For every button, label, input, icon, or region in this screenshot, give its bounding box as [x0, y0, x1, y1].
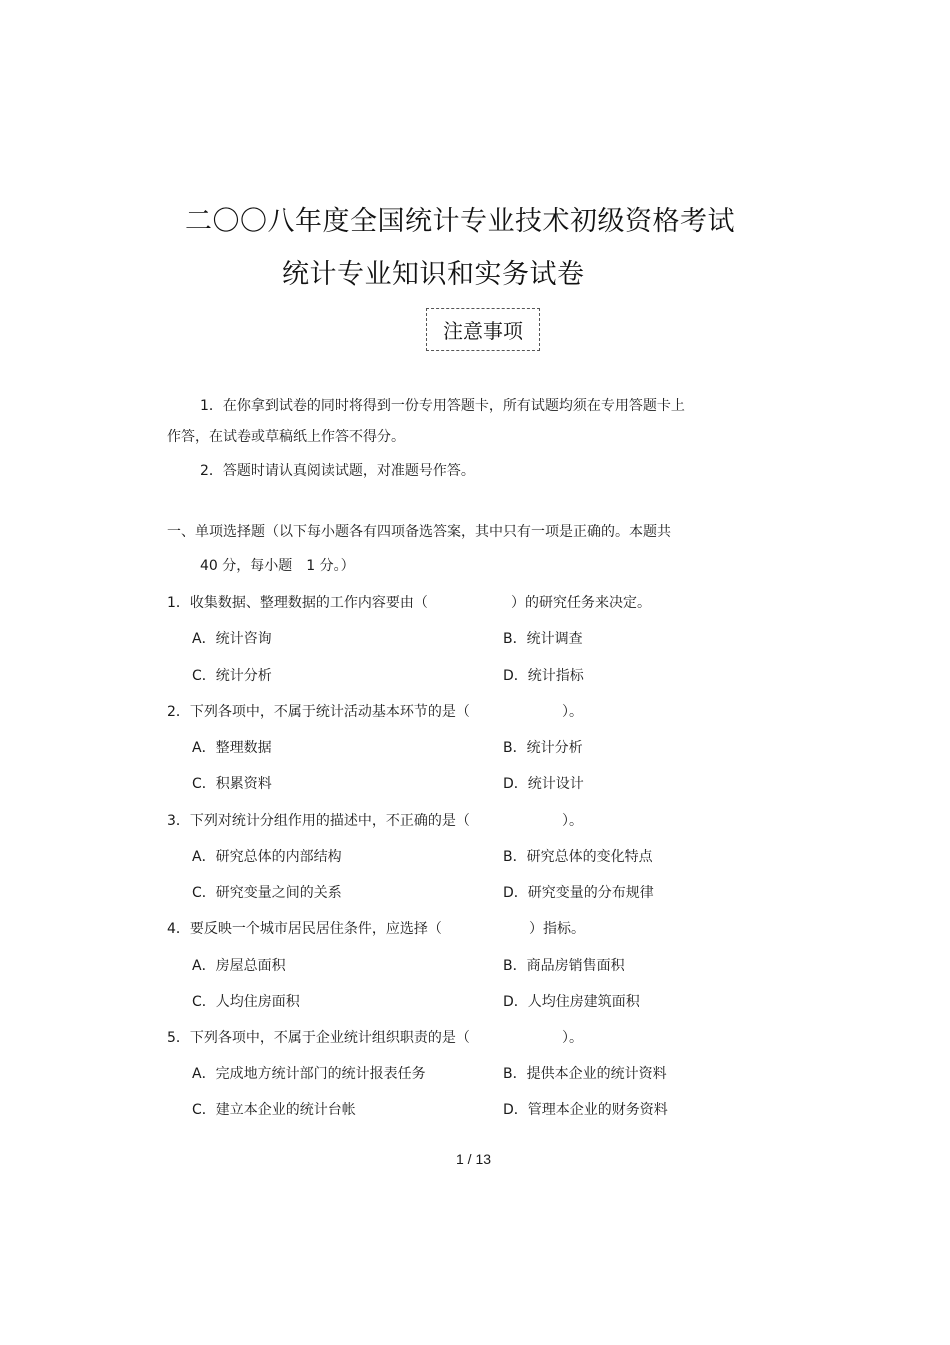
exam-title-line1: 二〇〇八年度全国统计专业技术初级资格考试 [185, 206, 735, 237]
question-4-option-c: C．人均住房面积 [192, 994, 300, 1010]
question-5-option-c: C．建立本企业的统计台帐 [192, 1102, 356, 1118]
question-2-stem-start: 2．下列各项中，不属于统计活动基本环节的是（ [167, 704, 470, 720]
question-2-option-d: D．统计设计 [503, 776, 584, 792]
question-4-option-b: B．商品房销售面积 [503, 958, 625, 974]
question-1-option-d: D．统计指标 [503, 668, 584, 684]
question-1-option-c: C．统计分析 [192, 668, 272, 684]
question-5-stem-end: ）。 [562, 1030, 583, 1046]
question-3-option-c: C．研究变量之间的关系 [192, 885, 342, 901]
notice-item-1-cont: 作答，在试卷或草稿纸上作答不得分。 [167, 429, 405, 445]
question-4-option-a: A．房屋总面积 [192, 958, 286, 974]
question-3-option-d: D．研究变量的分布规律 [503, 885, 654, 901]
notice-item-1: 1．在你拿到试卷的同时将得到一份专用答题卡，所有试题均须在专用答题卡上 [200, 398, 685, 414]
question-4-stem-end: ）指标。 [529, 921, 585, 937]
question-2-option-c: C．积累资料 [192, 776, 272, 792]
page-number: 1 / 13 [456, 1151, 492, 1167]
question-3-stem-end: ）。 [562, 813, 583, 829]
question-5-option-d: D．管理本企业的财务资料 [503, 1102, 668, 1118]
question-1-stem-start: 1．收集数据、整理数据的工作内容要由（ [167, 595, 428, 611]
section-heading: 一、单项选择题（以下每小题各有四项备选答案，其中只有一项是正确的。本题共 [167, 524, 671, 540]
question-3-option-a: A．研究总体的内部结构 [192, 849, 342, 865]
question-1-stem-end: ）的研究任务来决定。 [511, 595, 651, 611]
question-5-option-a: A．完成地方统计部门的统计报表任务 [192, 1066, 426, 1082]
notice-heading: 注意事项 [443, 319, 523, 343]
question-5-option-b: B．提供本企业的统计资料 [503, 1066, 667, 1082]
notice-item-2: 2．答题时请认真阅读试题，对准题号作答。 [200, 463, 475, 479]
notice-heading-box [426, 308, 540, 351]
question-3-option-b: B．研究总体的变化特点 [503, 849, 653, 865]
question-4-stem-start: 4．要反映一个城市居民居住条件，应选择（ [167, 921, 442, 937]
question-2-option-a: A．整理数据 [192, 740, 272, 756]
exam-title-line2: 统计专业知识和实务试卷 [282, 259, 585, 290]
question-2-stem-end: ）。 [562, 704, 583, 720]
section-heading-cont: 40 分，每小题 1 分。） [200, 558, 355, 574]
question-3-stem-start: 3．下列对统计分组作用的描述中，不正确的是（ [167, 813, 470, 829]
question-5-stem-start: 5．下列各项中，不属于企业统计组织职责的是（ [167, 1030, 470, 1046]
question-2-option-b: B．统计分析 [503, 740, 583, 756]
question-1-option-b: B．统计调查 [503, 631, 583, 647]
question-4-option-d: D．人均住房建筑面积 [503, 994, 640, 1010]
question-1-option-a: A．统计咨询 [192, 631, 272, 647]
